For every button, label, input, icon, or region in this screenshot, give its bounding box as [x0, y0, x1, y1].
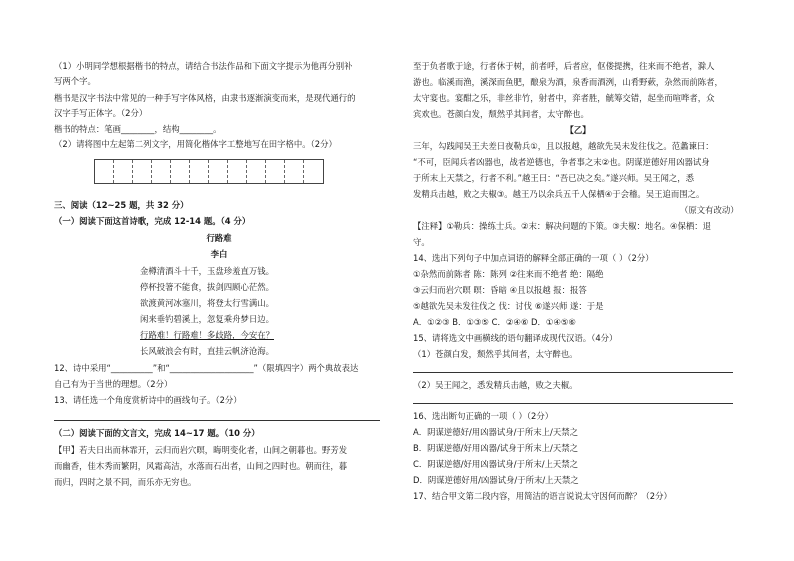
question-16-option-a: A．阴谋逆德好/用凶器试身/于所末上/天禁之 — [413, 427, 578, 437]
poem-line: 闲来垂钓碧溪上，忽复乘舟梦日边。 — [140, 314, 274, 324]
passage-yi-cont: “不可，臣闻兵者凶器也，战者逆德也，争者事之末②也。阴谋逆德好用凶器试身 — [413, 157, 710, 167]
kaishu-description: 楷书是汉字书法中常见的一种手写字体风格，由隶书逐渐演变而来，是现代通行的 — [54, 93, 356, 103]
grid-cell[interactable] — [304, 160, 323, 183]
grid-cell[interactable] — [190, 160, 209, 183]
grid-cell[interactable] — [171, 160, 190, 183]
question-17: 17、结合甲文第二段内容，用简洁的语言说说太守因何而醉？（2分） — [413, 491, 672, 501]
passage-jia-cont: 太守宴也。宴酣之乐，非丝非竹，射者中，弈者胜，觥筹交错，起坐而喧哗者，众 — [413, 93, 715, 103]
passage-jia-cont: 而归，四时之景不同，而乐亦无穷也。 — [54, 477, 197, 487]
kaishu-features: 楷书的特点：笔画________，结构________。 — [54, 124, 222, 134]
question-14-option: ⑤越欲先吴未发往伐之 伐：讨伐 ⑥遂兴师 遂：于是 — [413, 301, 604, 311]
question-a1: （1）小明同学想根据楷书的特点，请结合书法作品和下面文字提示为他再分别补 — [54, 61, 353, 71]
passage-jia-cont: 而幽香，佳木秀而繁阴，风霜高洁，水落而石出者，山间之四时也。朝而往，暮 — [54, 461, 348, 471]
question-16-option-c: C．阴谋逆德/好用凶器试身/于所末/上天禁之 — [413, 459, 579, 469]
question-a1-cont: 写两个字。 — [54, 76, 96, 86]
question-15-item-1: （1）苍颜白发，颓然乎其间者，太守醉也。 — [413, 349, 578, 359]
question-15-item-2: （2）吴王闻之，悉发精兵击越，败之夫椒。 — [413, 380, 578, 390]
part-one-heading: （一）阅读下面这首诗歌，完成 12-14 题。（4 分） — [54, 216, 251, 226]
passage-jia-cont: 至于负者歌于途，行者休于树，前者呼，后者应，伛偻提携，往来而不绝者，滁人 — [413, 61, 715, 71]
question-14-option: ③云归而岩穴暝 暝：昏暗 ④且以报越 报：报答 — [413, 285, 587, 295]
passage-jia-end: 宾欢也。苍颜白发，颓然乎其间者，太守醉也。 — [413, 109, 589, 119]
grid-cell[interactable] — [95, 160, 114, 183]
passage-yi-cont: 于所末上天禁之，行者不利。”越王曰：“吾已决之矣。”遂兴师。吴王闻之，悉 — [413, 173, 694, 183]
passage-yi-cont: 发精兵击越，败之夫椒③。越王乃以余兵五千人保栖④于会稽。吴王追而围之。 — [413, 189, 705, 199]
poem-line-underlined: 行路难！行路难！多歧路，今安在？ — [140, 330, 274, 340]
annotation-cont: 守。 — [413, 237, 430, 247]
source-note: （原文有改动） — [680, 205, 739, 215]
grid-cell[interactable] — [209, 160, 228, 183]
tianzige-grid[interactable] — [94, 159, 324, 184]
poem-title: 行路难 — [206, 233, 232, 243]
passage-jia: 【甲】若夫日出而林霏开，云归而岩穴暝，晦明变化者，山间之朝暮也。野芳发 — [54, 445, 348, 455]
question-13: 13、请任选一个角度赏析诗中的画线句子。（2分） — [54, 395, 242, 405]
question-a2: （2）请将图中左起第二列文字，用简化楷体字工整地写在田字格中。（2分） — [54, 139, 337, 149]
poem-line: 长风破浪会有时，直挂云帆济沧海。 — [140, 346, 274, 356]
poem-author: 李白 — [210, 249, 228, 259]
answer-line[interactable] — [413, 403, 733, 404]
question-14-option: ①杂然而前陈者 陈：陈列 ②往来而不绝者 绝：隔绝 — [413, 269, 604, 279]
question-16: 16、选出断句正确的一项（ ）（2分） — [413, 411, 554, 421]
grid-cell[interactable] — [285, 160, 304, 183]
grid-cell[interactable] — [266, 160, 285, 183]
question-12: 12、诗中采用“__________”和“____________________”（限填四字）两个典故表达 — [54, 363, 359, 373]
grid-cell[interactable] — [114, 160, 133, 183]
part-two-heading: （二）阅读下面的文言文，完成 14~17 题。（10 分） — [54, 428, 260, 438]
question-14: 14、选出下列句子中加点词语的解释全部正确的一项（ ）（2分） — [413, 253, 654, 263]
poem-line: 停杯投箸不能食，拔剑四顾心茫然。 — [140, 282, 274, 292]
grid-cell[interactable] — [228, 160, 247, 183]
question-16-option-b: B．阴谋逆德/好用凶器/试身于所末上/天禁之 — [413, 443, 578, 453]
poem-line: 欲渡黄河冰塞川，将登太行雪满山。 — [140, 298, 274, 308]
passage-yi-heading: 【乙】 — [565, 125, 591, 135]
grid-cell[interactable] — [247, 160, 266, 183]
annotation: 【注释】①勒兵：操练士兵。②末：解决问题的下策。③夫椒：地名。④保栖：退 — [413, 221, 712, 231]
question-14-choices: A．①②③ B．①③⑤ C．②④⑥ D．①④⑤⑥ — [413, 317, 576, 327]
question-15: 15、请将选文中画横线的语句翻译成现代汉语。（4分） — [413, 333, 618, 343]
kaishu-description-cont: 汉字手写正体字。（2分） — [54, 108, 148, 118]
passage-yi: 三年，勾践闻吴王夫差日夜勒兵①，且以报越，越欲先吴未发往伐之。范蠡谏曰： — [413, 141, 714, 151]
question-12-cont: 自己有为于当世的理想。（2分） — [54, 379, 173, 389]
section-heading-reading: 三、阅读（12~25 题，共 32 分） — [54, 200, 189, 210]
answer-line[interactable] — [54, 420, 380, 421]
poem-line: 金樽清酒斗十千，玉盘珍羞直万钱。 — [140, 266, 274, 276]
passage-jia-cont: 游也。临溪而渔，溪深而鱼肥，酿泉为酒，泉香而酒洌，山肴野蔌，杂然而前陈者， — [413, 77, 723, 87]
question-16-option-d: D．阴谋逆德好用/凶器试身/于所末/上天禁之 — [413, 475, 579, 485]
grid-cell[interactable] — [133, 160, 152, 183]
answer-line[interactable] — [413, 372, 733, 373]
grid-cell[interactable] — [152, 160, 171, 183]
